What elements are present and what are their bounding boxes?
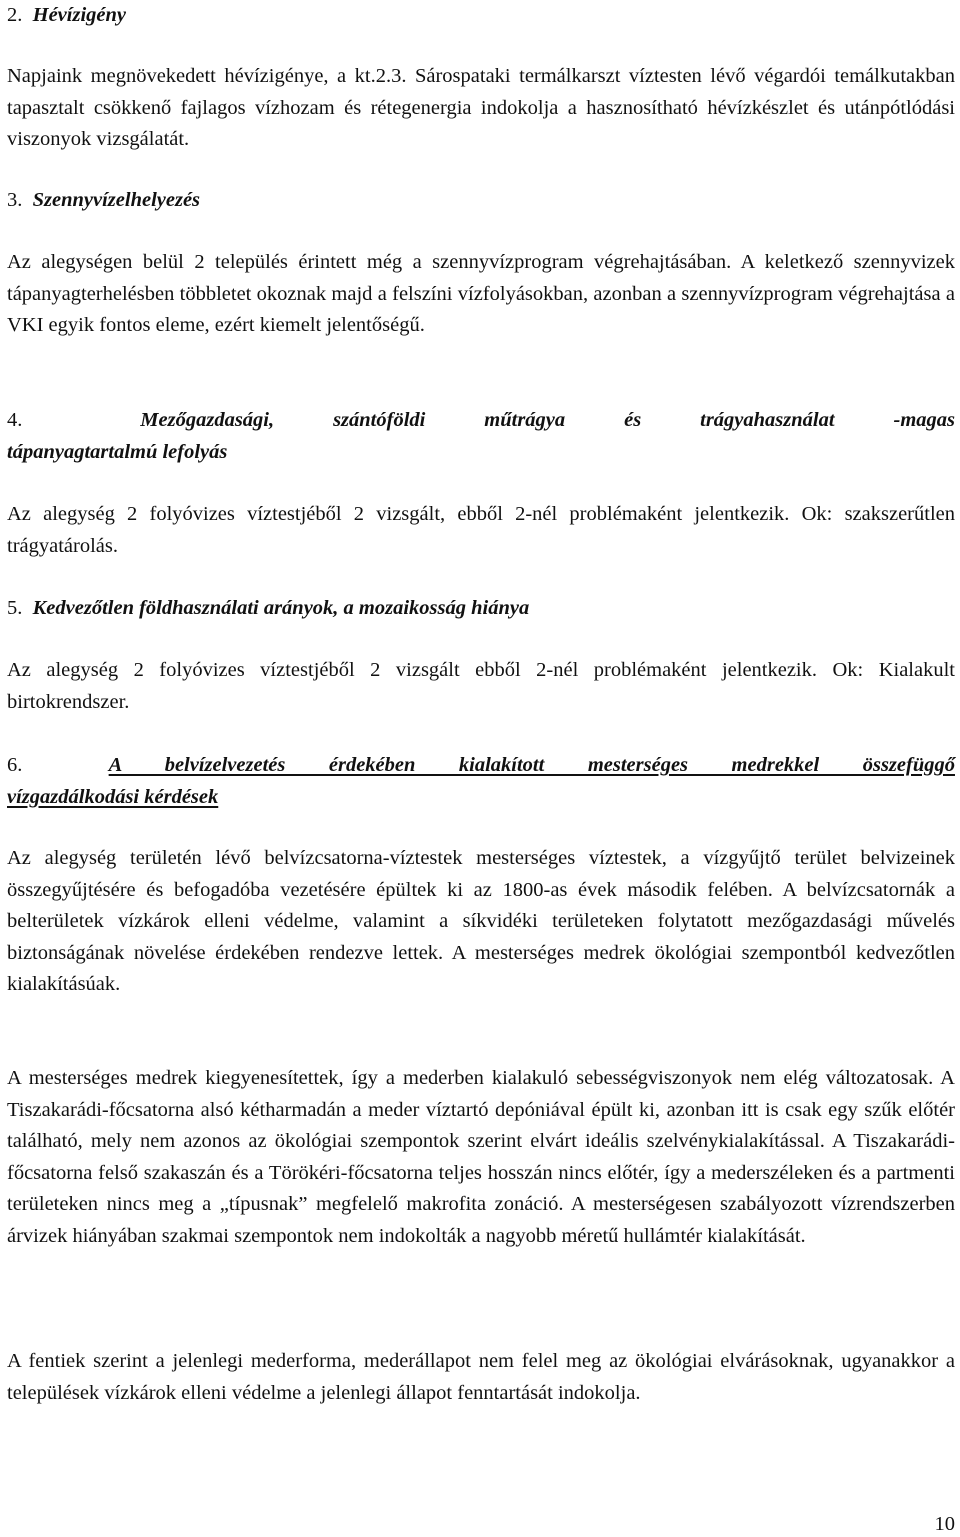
heading-title-line2: tápanyagtartalmú lefolyás (7, 440, 228, 463)
heading-title: Szennyvízelhelyezés (32, 189, 201, 211)
paragraph-foldhasznalat: Az alegység 2 folyóvizes víztestjéből 2 vizsgált ebből 2-nél problémaként jelentkezik. Ok: Kialakult birtokrendszer. (7, 659, 955, 713)
section-heading-3 (7, 185, 200, 217)
paragraph-mezogazdasag: Az alegység 2 folyóvizes víztestjéből 2 vizsgált, ebből 2-nél problémaként jelentkezik. Ok: szakszerűtlen trágyatárolás. (7, 503, 955, 557)
paragraph-hevizigeny: Napjaink megnövekedett hévízigénye, a kt.2.3. Sárospataki termálkarszt víztesten lévő végardói temálkutakban tapasztalt csökkenő fajlagos vízhozam és rétegenergia indokolja a hasznosítható hévízkészlet és utánpótlódási viszonyok vizsgálatát. (7, 65, 955, 150)
heading-title: Kedvezőtlen földhasználati arányok, a mozaikosság hiánya (32, 597, 530, 619)
heading-number: 5. (7, 597, 23, 619)
heading-number: 2. (7, 4, 23, 26)
page-number: 10 (934, 1513, 955, 1535)
heading-title-line2: vízgazdálkodási kérdések (7, 785, 219, 808)
section-heading-5 (7, 593, 529, 625)
section-heading-2 (7, 0, 126, 32)
heading-number: 4. (7, 409, 23, 431)
section-heading-4 (7, 405, 955, 468)
heading-number: 6. (7, 754, 23, 776)
heading-title-line1: A belvízelvezetés érdekében kialakított mesterséges medrekkel összefüggő (108, 754, 955, 776)
paragraph-belvizcsatorna: Az alegység területén lévő belvízcsatorna-víztestek mesterséges víztestek, a vízgyűjtő terület belvizeinek összegyűjtésére és befogadóba vezetésére épültek ki az 1800-as évek második felében. A belvízcsatornák a belterületek vízkárok elleni védelme, valamint a síkvidéki területeken folytatott mezőgazdasági művelés biztonságának növelése érdekében rendezve lettek. A mesterséges medrek ökológiai szempontból kedvezőtlen kialakításúak. (7, 847, 955, 995)
paragraph-szennyviz: Az alegységen belül 2 település érintett még a szennyvízprogram végrehajtásában. A keletkező szennyvizek tápanyagterhelésben többletet okoznak majd a felszíni vízfolyásokban, azonban a szennyvízprogram végrehajtása a VKI egyik fontos eleme, ezért kiemelt jelentőségű. (7, 251, 955, 336)
heading-title: Hévízigény (32, 4, 126, 26)
heading-number: 3. (7, 189, 23, 211)
paragraph-osszegzes: A fentiek szerint a jelenlegi mederforma, mederállapot nem felel meg az ökológiai elvárásoknak, ugyanakkor a települések vízkárok elleni védelme a jelenlegi állapot fenntartását indokolja. (7, 1350, 955, 1404)
section-heading-6 (7, 750, 955, 813)
heading-title-line1: Mezőgazdasági, szántóföldi műtrágya és trágyahasználat -magas (140, 409, 956, 431)
paragraph-mesterseges-medrek: A mesterséges medrek kiegyenesítettek, így a mederben kialakuló sebességviszonyok nem elég változatosak. A Tiszakarádi-főcsatorna alsó kétharmadán a meder víztartó depóniával épült ki, azonban itt is csak egy szűk előtér található, mely nem azonos az ökológiai szempontok szerint elvárt ideális szelvénykialakítással. A Tiszakarádi-főcsatorna felső szakaszán és a Törökéri-főcsatorna teljes hosszán nincs előtér, így a mederszéleken és a partmenti területeken nincs meg a „típusnak” megfelelő makrofita zonáció. A mesterségesen szabályozott vízrendszerben árvizek hiányában szakmai szempontok nem indokolták a nagyobb méretű hullámtér kialakítását. (7, 1067, 955, 1247)
